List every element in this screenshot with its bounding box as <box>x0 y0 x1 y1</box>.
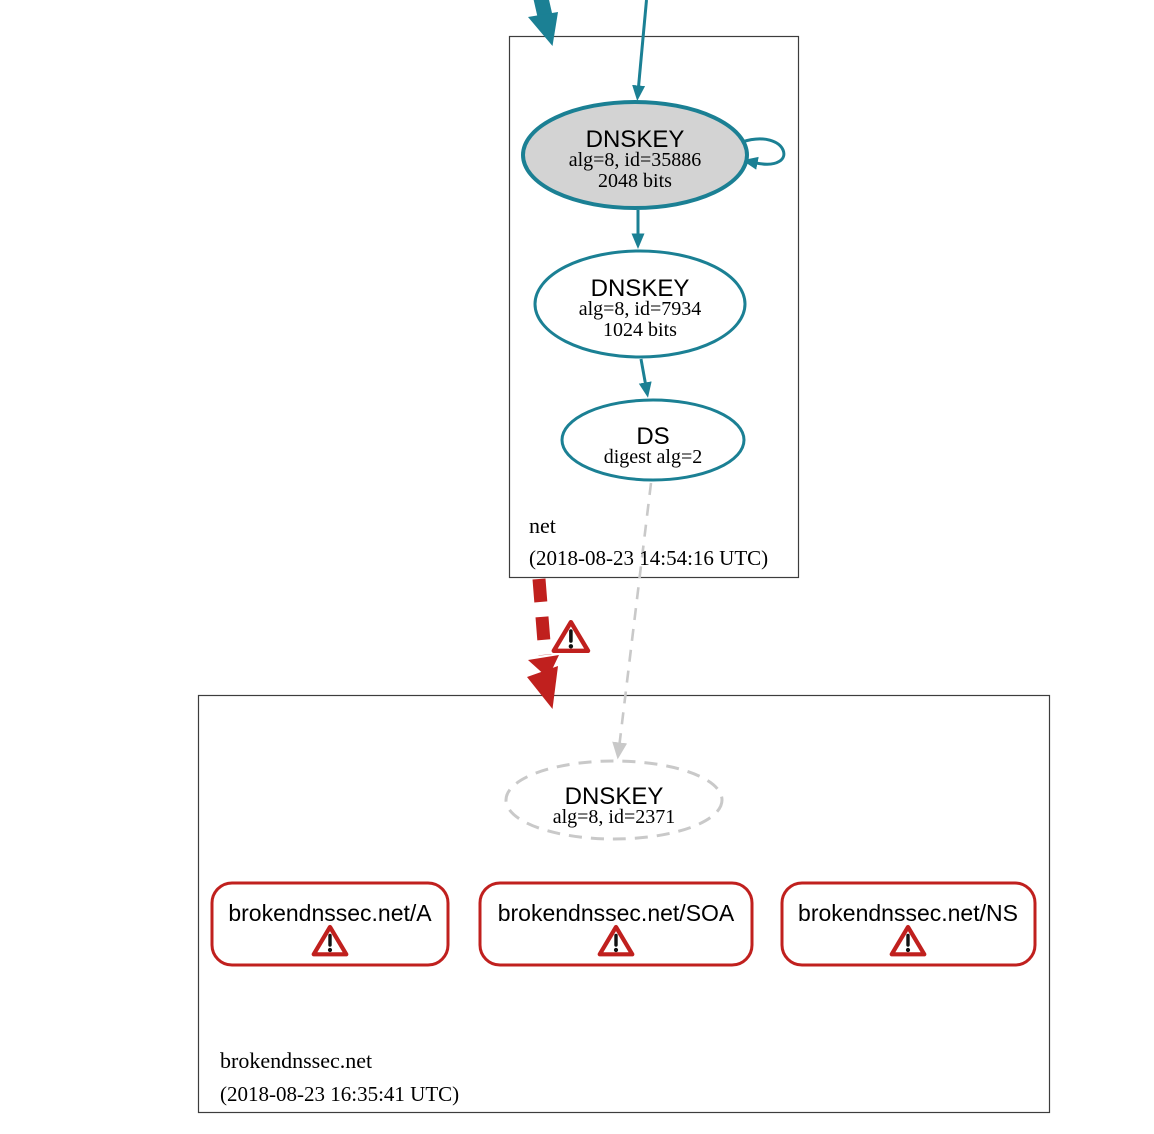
node-meta: alg=8, id=7934 <box>578 298 702 320</box>
edge-zsk-to-ds <box>641 359 646 384</box>
zone-brokendnssec-label: brokendnssec.net <box>220 1048 373 1073</box>
edge-bogus-delegation <box>527 579 559 709</box>
node-dnskey-2371-insecure <box>506 761 722 839</box>
node-dnskey-ksk-35886 <box>523 102 747 208</box>
rrset-soa <box>480 883 752 965</box>
rrset-label: brokendnssec.net/A <box>228 900 432 926</box>
node-title: DNSKEY <box>590 275 690 302</box>
zone-net-label: net <box>529 513 556 538</box>
node-title: DNSKEY <box>564 783 664 810</box>
node-dnskey-zsk-7934 <box>535 251 745 357</box>
node-title: DS <box>636 423 670 450</box>
edge-secure-delegation-incoming <box>528 0 558 46</box>
zone-net-timestamp: (2018-08-23 14:54:16 UTC) <box>529 546 769 570</box>
node-ds <box>562 400 744 480</box>
zone-brokendnssec-timestamp: (2018-08-23 16:35:41 UTC) <box>220 1082 460 1106</box>
rrset-label: brokendnssec.net/SOA <box>497 900 735 926</box>
rrset-a <box>212 883 448 965</box>
edge-parent-to-ksk <box>639 0 647 87</box>
node-bits: 2048 bits <box>598 170 672 192</box>
edge-ds-to-child-dnskey-insecure <box>620 483 652 744</box>
rrset-ns <box>782 883 1035 965</box>
node-title: DNSKEY <box>585 126 685 153</box>
node-meta: alg=8, id=2371 <box>552 806 676 828</box>
warning-icon <box>554 622 588 651</box>
node-meta: digest alg=2 <box>603 446 703 468</box>
node-bits: 1024 bits <box>603 319 677 341</box>
node-meta: alg=8, id=35886 <box>568 149 702 171</box>
rrset-label: brokendnssec.net/NS <box>798 900 1018 926</box>
